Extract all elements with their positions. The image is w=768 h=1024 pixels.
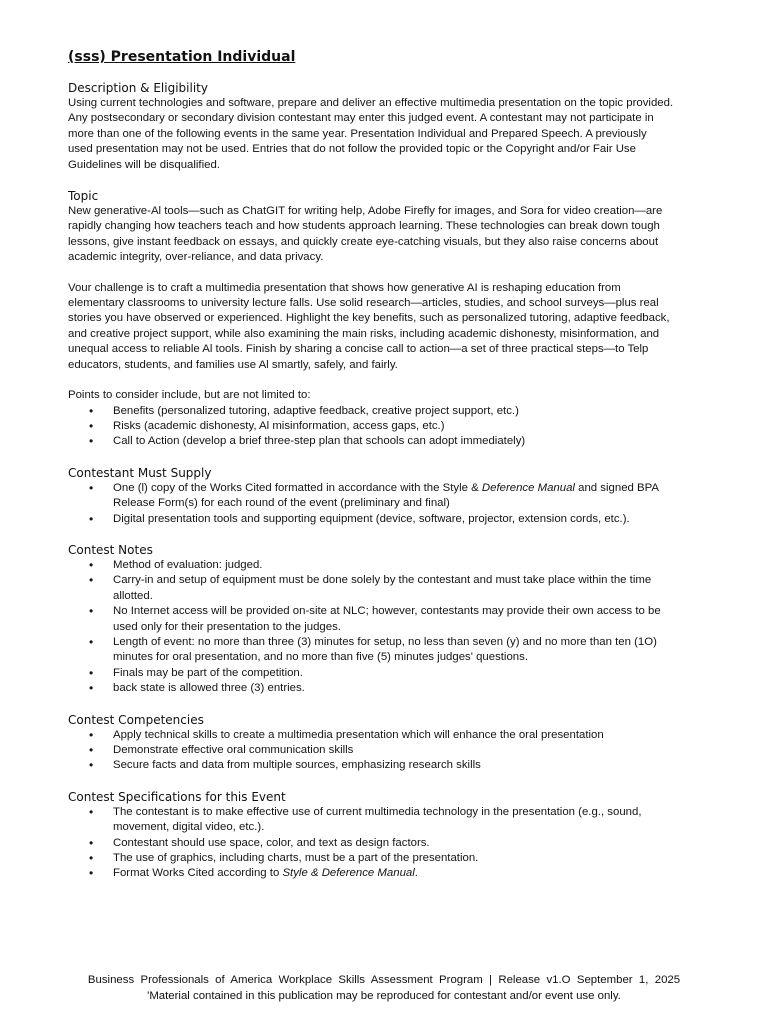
- specifications-section: [68, 789, 674, 882]
- list-item: • Secure facts and data from multiple sources, emphasizing research skills: [68, 758, 674, 773]
- list-item: • Risks (academic dishonesty, Al misinformation, access gaps, etc.): [68, 419, 674, 434]
- manual-title: Deference Manual: [481, 481, 575, 494]
- contest-notes-heading: Contest Notes: [68, 542, 153, 557]
- list-item: • No Internet access will be provided on-site at NLC; however, contestants may provide their own access to be used only for their presentation to the judges.: [68, 604, 674, 635]
- page-title: (sss) Presentation Individual: [68, 49, 296, 65]
- list-item: • Length of event: no more than three (3) minutes for setup, no less than seven (y) and no more than ten (1O) minutes for oral presentation, and no more than five (5) minutes judges' questions.: [68, 635, 674, 666]
- specifications-heading: Contest Specifications for this Event: [68, 789, 286, 804]
- topic-heading: Topic: [68, 189, 99, 204]
- list-item: • The use of graphics, including charts, must be a part of the presentation.: [68, 851, 674, 866]
- list-item: [68, 866, 674, 881]
- footer-line-1: Business Professionals of America Workplace Skills Assessment Program | Release v1.O September 1, 2025: [87, 974, 681, 986]
- list-item: • Method of evaluation: judged.: [68, 558, 674, 573]
- description-section: [68, 80, 674, 173]
- topic-paragraph-1: New generative-Al tools—such as ChatGIT for writing help, Adobe Firefly for images, and Sora for video creation—are rapidly changing how teachers teach and how students approach learning. These technologies can break down tough lessons, give instant feedback on essays, and quickly create eye-catching visuals, but they also raise concerns about academic integrity, over-reliance, and data privacy.: [68, 205, 663, 264]
- competencies-heading: Contest Competencies: [68, 712, 204, 727]
- page-footer: [0, 972, 768, 1004]
- list-item: • Finals may be part of the competition.: [68, 666, 674, 681]
- supply-list: [68, 481, 674, 527]
- description-text: Using current technologies and software, prepare and deliver an effective multimedia presentation on the topic provided. Any postsecondary or secondary division contestant may enter this judged event. A contestant may not participate in more than one of the following events in the same year. Presentation Individual and Prepared Speech. A previously used presentation may not be used. Entries that do not follow the provided topic or the Copyright and/or Fair Use Guidelines will be disqualified.: [68, 97, 674, 171]
- footer-line-2: 'Material contained in this publication may be reproduced for contestant and/or event use only.: [147, 990, 621, 1002]
- list-item: • Demonstrate effective oral communication skills: [68, 743, 674, 758]
- contestant-supply-heading: Contestant Must Supply: [68, 465, 212, 480]
- supply-text: One (l) copy of the Works Cited formatted in accordance with the Style &: [113, 481, 482, 494]
- list-item: • Benefits (personalized tutoring, adaptive feedback, creative project support, etc.): [68, 404, 674, 419]
- specifications-list: [68, 805, 674, 882]
- points-intro: Points to consider include, but are not limited to:: [68, 389, 311, 402]
- list-item: • Digital presentation tools and supporting equipment (device, software, projector, extension cords, etc.).: [68, 512, 674, 527]
- list-item: • Apply technical skills to create a multimedia presentation which will enhance the oral presentation: [68, 728, 674, 743]
- list-item: • Contestant should use space, color, and text as design factors.: [68, 836, 674, 851]
- spec-text: Format Works Cited according to: [113, 867, 283, 880]
- list-item: • Call to Action (develop a brief three-step plan that schools can adopt immediately): [68, 434, 674, 449]
- document-page: [68, 48, 674, 897]
- notes-list: [68, 558, 674, 697]
- list-item: • The contestant is to make effective use of current multimedia technology in the presentation (e.g., sound, movement, digital video, etc.).: [68, 805, 674, 836]
- competencies-list: [68, 728, 674, 774]
- competencies-section: [68, 712, 674, 774]
- contest-notes-section: [68, 542, 674, 697]
- list-item: • Carry-in and setup of equipment must be done solely by the contestant and must take place within the time allotted.: [68, 573, 674, 604]
- spec-text: .: [414, 867, 418, 880]
- description-heading: Description & Eligibility: [68, 81, 208, 95]
- list-item: [68, 481, 674, 512]
- supply-text: and signed BPA Release Form(s) for each round of the event (preliminary and final): [113, 481, 659, 510]
- topic-section: [68, 188, 674, 450]
- manual-title: Style & Deference Manual: [282, 867, 415, 880]
- points-list: [68, 404, 674, 450]
- contestant-supply-section: [68, 465, 674, 527]
- topic-paragraph-2: Vour challenge is to craft a multimedia presentation that shows how generative AI is reshaping education from elementary classrooms to university lecture falls. Use solid research—articles, studies, and school surveys—plus real stories you have observed or experienced. Highlight the key benefits, such as personalized tutoring, adaptive feedback, and creative project support, while also examining the main risks, including academic dishonesty, misinformation, and unequal access to reliable Al tools. Finish by sharing a concise call to action—a set of three practical steps—to Telp educators, students, and families use Al smartly, safely, and fairly.: [68, 281, 670, 371]
- list-item: • back state is allowed three (3) entries.: [68, 681, 674, 696]
